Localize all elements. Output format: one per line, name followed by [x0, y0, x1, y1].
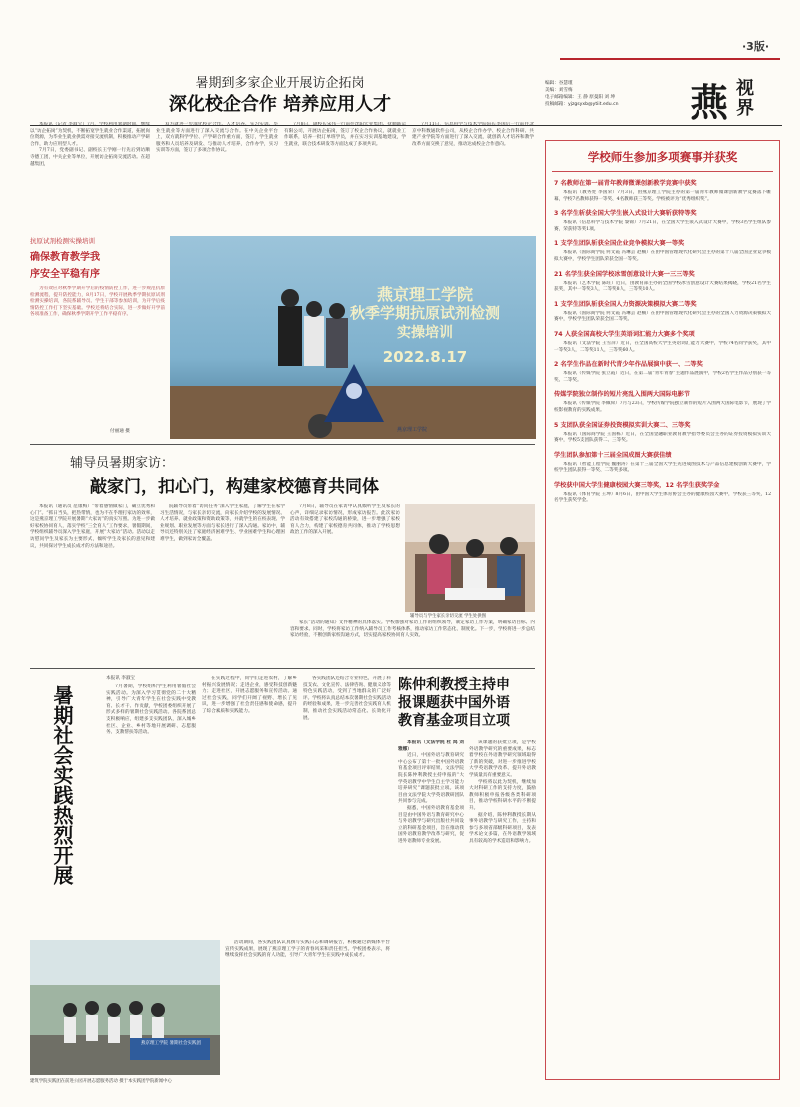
article2-col3-p: 7月8日，辅导员在家访中认真倾听学生及家长的心声，详细记录家访情况，形成家访报告。此次家访活动有效搭建了家校沟通的桥梁，进一步增强了家校育人合力，构建了家校德育共同体，推动了学校思想政治工作的深入开展。: [290, 504, 400, 536]
divider-2: [30, 668, 535, 669]
article2-col1-p: 本报讯（通讯员 范康梅）“带着感情做家门，确立优秀和心门”。“抓日当头，把热带情，也为不在乎理打家访的效率，这是燕京理工学院开展暑期“大家访”的真实写照。为进一步做好家校协同育人，落实学校“三全育人”工作要求，暑假期间，学校组织辅导员深入学生家庭，开展“大家访”活动。活动以走访慰问学生及家长为主要形式，倾听学生及家长的意见和建议，共同探讨学生成长成才的方法和途径。: [30, 504, 155, 549]
award-item-title: 传媒学院独立制作的短片亮乱入围两大国际电影节: [554, 391, 691, 399]
award-item-title: 学校获中国大学生健康校园大赛三等奖，12 名学生获奖学金: [554, 481, 720, 489]
award-item-title: 7 名教师在第一届青年教师微课创新教学竞赛中获奖: [554, 180, 697, 187]
banner-line2: 秋季学期抗原试剂检测: [349, 304, 500, 322]
award-item: [554, 301, 771, 324]
award-item-title: 21 名学生获全国学校冰雪创意设计大赛一三三等奖: [554, 270, 695, 278]
article4-p1: 近日，中国外语与教育研究中心公布了第十一批中国外语教育基金项目评审结果，文法学院院长陈仲利教授主持申报的“大学英语教学中学生自主学习能力培养研究”课题获批立项。该项目由文法学院大学英语教研团队共同参与完成。: [398, 753, 464, 805]
article1-col4: [412, 122, 534, 232]
section-char-jie: 界: [736, 98, 754, 119]
article4-col1: [398, 740, 464, 1075]
awards-list: [546, 180, 779, 505]
article2-col4-p: 家长”活动的通知》文件精神的具体落实。学校加强对家访工作的组织领导，制定家访工作方案，明确家访目标、内容和要求。同时，学校将家访工作纳入辅导员工作考核体系，推动家访工作常态化、制度化。下一步，学校将进一步总结家访经验，不断创新家校沟通方式，切实提高家校协同育人实效。: [290, 620, 535, 639]
article1-kicker: 暑期到多家企业开展访企拓岗: [195, 76, 365, 91]
page-number: ·3版·: [742, 40, 770, 53]
award-item: [554, 482, 771, 505]
article4-headline-2: 报课题获中国外语: [398, 695, 510, 711]
school-logo-text: 燕京理工学院: [396, 427, 427, 433]
boxed-headline-2: 序安全平稳有序: [30, 269, 100, 280]
article2-col4: [290, 620, 535, 664]
article1-col4-p: 7月11日，信息科学与技术学院院长李国后一行前往北京中科数通软件公司，从校企合作办学、校企合作科研、共建产业学院等方面进行了深入交流，就创新人才培养和教学改革方面交换了意见，推动达成校企合作意向。: [412, 122, 534, 147]
award-item: [554, 180, 771, 203]
designer-line: 美编：刘雪梅: [545, 88, 573, 93]
boxed-body: [30, 286, 165, 396]
award-item-body: 本报讯（国际商学院 何文霞 冯琳芸 赵楠）在由中国管理现代化研究会主办的第十八届全国企业竞争模拟大赛中，学校学生团队荣获全国一等奖。: [554, 250, 771, 262]
home-visit-photo-caption: 辅导员与学生家长亲切交流 学生处供图: [410, 614, 487, 619]
home-visit-photo-svg: [405, 504, 535, 612]
banner-line1: 燕京理工学院: [376, 285, 473, 304]
article3-col2: [202, 676, 297, 931]
article3-col1-p: 7月暑期，学校组织学生利用暑假社会实践活动。为深入学习贯彻党的二十大精神，引导广大青年学生在社会实践中受教育、长才干、作贡献，学校团委组织开展了形式多样的暑期社会实践活动。各院系团总支积极响应，组建多支实践团队，深入城乡社区、企业、乡村等地开展调研、志愿服务、支教帮扶等活动。: [106, 684, 196, 736]
banner-line3: 实操培训: [397, 325, 453, 341]
award-item-body: 本报讯（国际商学院 王国栋）近日，在全国金融职业教育教学指导委员会主办的证券投资模拟实训大赛中，学校5支团队获得二、三等奖。: [554, 431, 771, 444]
article3-col3-p: 各实践团队还结合专业特色，开展了科技支农、文化宣传、法律咨询、健康义诊等特色实践活动，受到了当地群众的广泛好评。学校将认真总结本次暑期社会实践活动的经验和成果，进一步完善社会实践育人机制，推动社会实践活动常态化、长效化开展。: [303, 676, 391, 721]
award-item-title: 5 支团队获全国证券投资模拟实训大赛二、三等奖: [554, 421, 691, 429]
award-item-title: 学生团队参加第十三届全国成图大赛获佳绩: [554, 451, 672, 459]
article4-col2: [469, 740, 536, 1075]
award-item-title: 1 支学生团队斩获全国企业竞争模拟大赛一等奖: [554, 240, 685, 248]
article4-headline-1: 陈仲利教授主持申: [398, 677, 510, 693]
masthead-info: [545, 80, 685, 108]
award-item-body: 本报讯（艺术学院 陈旺）近日，由教育部主办的全国学校冰雪创意设计大赛结果揭晓，学校21名学生获奖，其中一等奖3人，二等奖8人，三等奖10人。: [554, 280, 771, 293]
article1-col1-p1: 本报讯（记者 李淑宝）7月，学校利用暑期时间，继续以“访企拓岗”为契机，不断拓宽学生就业合作渠道，拓展岗位资源，为毕业生就业供需对接交流机制，积极推动产学研合作，助力应用型人才。: [30, 122, 150, 147]
awards-sidebar: [545, 140, 780, 1080]
award-item-title: 2 名学生作品在新时代青少年作品展演中获一、二等奖: [554, 361, 703, 369]
award-item-body: 本报讯（国际商学院 何文霞 冯琳芸 赵楠）在由中国管理现代化研究会主办的全国人力资源决策模拟大赛中，学校学生团队荣获全国二等奖。: [554, 310, 771, 323]
award-item-body: 本报讯（传媒学院 张立霞）近日，在第二届“青年青春”主题作品展演中，学校2名学生作品分别获一等奖、二等奖。: [554, 371, 771, 383]
article2-col3: [290, 504, 400, 608]
award-item: [554, 210, 771, 233]
social-practice-photo: [30, 940, 220, 1075]
article2-col1: [30, 504, 155, 662]
awards-sidebar-title: 学校师生参加多项赛事并获奖: [587, 150, 738, 164]
article4-byline: 本报讯（文法学院 杜 鸿 刘雅娜）: [398, 740, 464, 752]
award-item: [554, 331, 771, 354]
award-item-body: 本报讯（智能工程学院 魏丽涛）在第十三届全国大学生先进成图技术与产品信息建模创新大赛中，学校学生团队获得一等奖、二等奖多项。: [554, 461, 771, 474]
contact-line: 投稿邮箱：yjzgsyxb@ytiit.edu.cn: [545, 102, 619, 107]
article1-headline: 深化校企合作 培养应用人才: [168, 94, 392, 115]
section-char-shi: 视: [736, 78, 754, 99]
training-photo-caption: 付丽通 摄: [110, 429, 130, 434]
email-line: 电子邮箱编辑：王 静 原曼阳 刘 坤: [545, 95, 616, 100]
article1-col2: [156, 122, 278, 232]
boxed-body-p: 为有效应对秋季学期开学后的疫情防控工作，进一步规范抗原检测流程，提升防控能力，8月17日，学校开展秋季学期抗原试剂检测实操培训，各院系辅导员、学生干部等参加培训，为开学后疫情防控工作打下坚实基础。学校还将结合实际，进一步做好开学前各项准备工作，确保秋季学期开学工作平稳有序。: [30, 286, 165, 318]
article4-p4: 学校将以此为契机，继续加大对科研工作的支持力度，鼓励教师积极申报各级各类科研项目，推动学校科研水平的不断提升。: [469, 779, 536, 811]
editor-line: 编辑：谷慧瑾: [545, 81, 573, 86]
award-item: [554, 240, 771, 263]
article1-col3: [284, 122, 406, 232]
boxed-article: [30, 236, 165, 436]
practice-banner-text: 燕京理工学院 暑期社会实践团: [141, 1041, 201, 1046]
article3-col3: [303, 676, 391, 931]
award-item: [554, 361, 771, 384]
article3-col4-p: 活动期间，各实践团队认真撰写实践日志和调研报告，积极通过新媒体平台宣传实践成果，展现了燕京理工学子的青春风采和责任担当。学校团委表示，将继续发挥社会实践的育人功能，引导广大青年学生在实践中成长成才。: [225, 940, 390, 959]
article2-headline: 敲家门，扣心门，构建家校德育共同体: [90, 477, 379, 497]
section-char-yan: 燕: [690, 81, 729, 125]
award-item-title: 1 支学生团队斩获全国人力资源决策模拟大赛二等奖: [554, 300, 697, 308]
article3-col4: [225, 940, 390, 1075]
article2-col2-p: 院辅导员带着“访问任务”深入学生家庭，了解学生在家学习生活情况，与家长亲切交流，向家长介绍学校的发展情况、人才培养、就业政策和资助政策等，并就学生的在校表现、学业规划、职业发展等方面与家长进行了深入沟通。家访中，辅导员还特别关注了家庭经济困难学生、学业困难学生和心理困难学生，做到家访全覆盖。: [160, 504, 285, 542]
article3-byline: 本报讯 李淑宝: [106, 676, 136, 681]
article4-headline: [398, 676, 536, 730]
article1-col2-p: 双方就进一步深化校企合作、人才培养、实习实训、毕业生就业等方面进行了深入交流与合作。在中关企业平台上，双方就科学学位、产学研合作重方面，签订，学生就业服务和人员培养及研发、与推动人才培养，合作办学，实习实训等方面，签订了多项合作协议。: [156, 122, 278, 154]
award-item-title: 74 人获全国高校大学生英语词汇能力大赛多个奖项: [554, 330, 695, 338]
social-practice-caption: 建筑学院实践团在前进公园开展志愿服务活动 摄于本实践团学院新闻中心: [30, 1079, 172, 1084]
article2-kicker: 辅导员暑期家访：: [70, 456, 175, 471]
awards-title-rule: [552, 171, 773, 172]
training-photo: [170, 236, 536, 439]
award-item-body: 本报讯（体育学院 王坤）8月6日，由中国大学生体育协会主办的健康校园大赛中，学校获三等奖，12名学生获奖学金。: [554, 491, 771, 504]
article3-col1: [106, 684, 196, 930]
article4-p5: 据介绍，陈仲利教授长期从事外语教学与研究工作，主持和参与多项省部级科研项目，发表学术论文多篇，在外语教学领域具有较高的学术造诣和影响力。: [469, 812, 536, 844]
article3-vertical-headline: 暑期社会实践热烈开展: [50, 685, 74, 885]
article4-p2: 据悉，中国外语教育基金项目是由中国外语与教育研究中心与外语教学与研究出版社共同设立的科研基金项目，旨在推动我国外语教育教学改革与研究，促进外语教师专业发展。: [398, 805, 464, 844]
article3-col2-p: 在实践过程中，同学们走进农村，了解乡村振兴发展情况；走进企业，感受科技创新魅力；走进社区，开展志愿服务和宣传活动。通过社会实践，同学们开阔了视野、增长了见识，进一步增强了社会责任感和使命感，提升了综合素质和实践能力。: [202, 676, 297, 714]
award-item: [554, 271, 771, 294]
boxed-headline-1: 确保教育教学我: [30, 252, 100, 263]
article1-col1: [30, 122, 150, 232]
social-practice-photo-svg: [30, 940, 220, 1075]
section-logo: [690, 72, 780, 125]
boxed-kicker: 抗原试剂检测实操培训: [30, 237, 95, 245]
award-item-body: 本报讯（文法学院 王雪萍）近日，在全国高校大学生英语词汇能力大赛中，学校74名同学获奖，其中一等奖3人，二等奖11人，三等奖60人。: [554, 340, 771, 353]
article1-col1-p2: 7月7日，党委副书记、副校长王学刚一行先后到访顺寺德工团，中关企业等单位，开展访企拓岗交流活动。在超越集团，: [30, 148, 150, 167]
award-item-body: 本报讯（教务处 李国荣）7月3日，由燕京理工学院主办的第一届青年教师微课创新教学竞赛落下帷幕，学校7名教师获得一等奖、4名教师获三等奖。学校被评为“优秀组织奖”。: [554, 190, 771, 202]
masthead-rule: [560, 58, 780, 60]
divider-1: [30, 444, 535, 445]
article2-col2: [160, 504, 285, 662]
article1-col3-p: 7月8日，副校长宋伟一行前往沈阳宏业集团、抚顺联运有限公司，开展访企拓岗，签订了校企合作协议，就就业工作联系，培养一批订单班学员，并在实习实训基地建设，学生就业，联合技术研发等方面达成了多项共识。: [284, 122, 406, 147]
banner-date: 2022.8.17: [382, 348, 468, 366]
article4-headline-3: 教育基金项目立项: [398, 713, 510, 729]
award-item-title: 3 名学生斩获全国大学生嵌入式设计大赛斩获特等奖: [554, 210, 697, 218]
award-item: [554, 422, 771, 445]
award-item: [554, 452, 771, 475]
award-item-body: 本报讯（传媒学院 李佩舜）7月与23日，学校传媒学院独立制作的短片入围两大国际电影节，展现了学校影视教育的实践成果。: [554, 401, 771, 413]
award-item-body: 本报讯（信息科学与技术学院 黎锦）7月21日，在全国大学生嵌入式设计大赛中，学校3名学生组队参赛，荣获特等奖1项。: [554, 220, 771, 232]
award-item: [554, 391, 771, 414]
article4-p3: 该课题的获批立项，是学校外语教学研究的重要成果，标志着学校在外语教学研究领域取得了新的突破，对进一步推进学校大学英语教学改革、提升外语教学质量具有重要意义。: [469, 740, 536, 778]
home-visit-photo: [405, 504, 535, 612]
